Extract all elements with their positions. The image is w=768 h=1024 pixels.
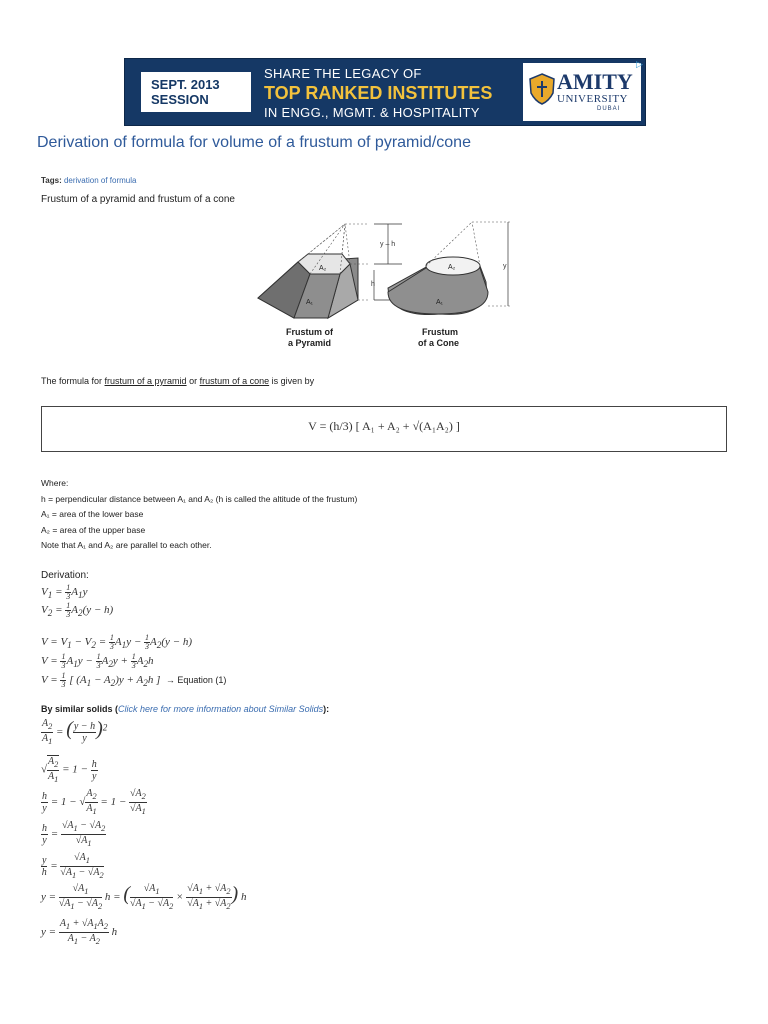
cone-caption-2: of a Cone xyxy=(418,338,460,348)
link-frustum-cone[interactable]: frustum of a cone xyxy=(199,376,270,386)
brand-sub: UNIVERSITY xyxy=(557,93,628,105)
adchoices-icon[interactable]: ▷ xyxy=(636,59,643,69)
eq-h-over-y-2: $\frac{h}{y}$ = $\frac{√A_1 - √A_2}{√A_1}$ xyxy=(42,820,106,848)
tagline-line3: IN ENGG., MGMT. & HOSPITALITY xyxy=(264,105,480,120)
eq-y-over-h: $\frac{y}{h}$ = $\frac{√A_1}{√A_1 - √A_2}$ xyxy=(41,852,104,880)
formula-intro-mid: or xyxy=(186,376,200,386)
tagline-line2: TOP RANKED INSTITUTES xyxy=(264,83,493,103)
label-a1-pyramid: A₁ xyxy=(306,299,314,306)
similar-solids-line xyxy=(41,704,329,714)
session-badge xyxy=(141,72,251,112)
label-a2-cone: A₂ xyxy=(448,264,456,271)
eq-y-rationalize: y = $\frac{√A_1}{√A_1 - √A_2}$ h = ( $\frac{√A_1}{√A_1 - √A_2}$ × $\frac{√A_1 + √A_2}{√A_1 + √A_2}$ ) h xyxy=(41,883,247,911)
formula-intro-post: is given by xyxy=(269,376,315,386)
label-y-h: y – h xyxy=(380,241,396,248)
eq-sqrt-ratio: √ $\frac{A_2}{A_1}$ = 1 − $\frac{h}{y}$ xyxy=(41,756,97,784)
ad-banner[interactable] xyxy=(124,58,646,126)
eq-h-over-y: $\frac{h}{y}$ = 1 − √ $\frac{A_2}{A_1}$ = 1 − $\frac{√A_2}{√A_1}$ xyxy=(42,788,146,816)
similar-pre: By similar solids ( xyxy=(41,704,119,714)
formula-intro xyxy=(41,376,314,386)
formula-box xyxy=(41,406,727,452)
tags-line xyxy=(41,176,136,185)
equation-1-label: → Equation (1) xyxy=(165,675,227,686)
session-line2: SESSION xyxy=(151,92,209,107)
cone-caption-1: Frustum xyxy=(422,327,458,337)
where-h: h = perpendicular distance between A₁ and A₂ (h is called the altitude of the frustum) xyxy=(41,493,358,504)
tag-link[interactable]: derivation of formula xyxy=(63,176,137,185)
tagline-line1: SHARE THE LEGACY OF xyxy=(264,66,422,81)
pyramid-caption-1: Frustum of xyxy=(286,327,333,337)
label-a2-pyramid: A₂ xyxy=(319,265,327,272)
label-y: y xyxy=(503,263,507,270)
main-formula: V = (h/3) [ A₁ + A₂ + √(A₁A₂) ] xyxy=(308,419,460,433)
pyramid-caption-2: a Pyramid xyxy=(288,338,332,348)
frustum-diagram xyxy=(250,218,530,354)
eq-ratio: $\frac{A_2}{A_1}$ = ( $\frac{y - h}{y}$ )$^2$ xyxy=(42,718,108,746)
brand-location: DUBAI xyxy=(597,106,621,112)
brand-name: AMITY xyxy=(557,69,633,94)
where-a2: A₂ = area of the upper base xyxy=(41,524,146,535)
where-label: Where: xyxy=(41,478,69,488)
derivation-label: Derivation: xyxy=(41,570,89,581)
where-block xyxy=(41,476,357,554)
banner-tagline xyxy=(264,65,492,121)
eq-v-diff: $V = V_1 - V_2$ = $\frac{1}{3}$ $A_1y$ − $\frac{1}{3}$ $A_2(y - h)$ xyxy=(41,633,192,651)
eq-v1: $V_1$ = $\frac{1}{3}$ $A_1y$ xyxy=(41,583,88,601)
formula-intro-pre: The formula for xyxy=(41,376,105,386)
where-note: Note that A₁ and A₂ are parallel to each other. xyxy=(41,540,212,550)
eq-v2: $V_2$ = $\frac{1}{3}$ $A_2(y - h)$ xyxy=(41,601,114,619)
session-line1: SEPT. 2013 xyxy=(151,77,220,92)
crest-icon xyxy=(529,73,555,105)
similar-solids-link[interactable]: Click here for more information about Similar Solids xyxy=(118,704,324,714)
similar-post: ): xyxy=(323,704,330,714)
label-a1-cone: A₁ xyxy=(436,299,444,306)
link-frustum-pyramid[interactable]: frustum of a pyramid xyxy=(104,376,187,386)
label-h: h xyxy=(371,281,375,288)
eq-v-expand: V = $\frac{1}{3}$ $A_1y$ − $\frac{1}{3}$ $A_2y$ + $\frac{1}{3}$ $A_2h$ xyxy=(41,652,154,670)
pyramid-frustum xyxy=(258,254,358,318)
figure-caption: Frustum of a pyramid and frustum of a cone xyxy=(41,194,235,205)
amity-logo xyxy=(523,63,641,121)
tags-label: Tags: xyxy=(41,176,64,185)
where-a1: A₁ = area of the lower base xyxy=(41,509,144,519)
eq-1: V = $\frac{1}{3}$ [ $(A_1 - A_2)y + A_2h$ ] → Equation (1) xyxy=(41,671,227,689)
eq-y-final: y = $\frac{A_1 + √A_1A_2}{A_1 - A_2}$ h xyxy=(41,918,118,946)
page-title: Derivation of formula for volume of a frustum of pyramid/cone xyxy=(37,134,471,151)
